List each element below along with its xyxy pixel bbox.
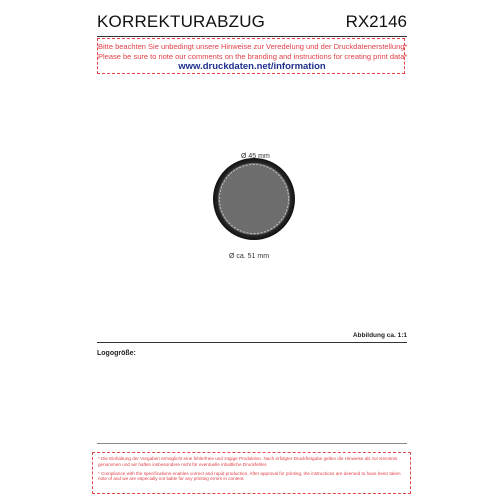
- badge-artwork: [212, 157, 296, 241]
- page-title: KORREKTURABZUG: [97, 12, 266, 31]
- section-divider: [97, 342, 407, 343]
- badge-face: [218, 163, 290, 235]
- information-link[interactable]: www.druckdaten.net/information: [178, 61, 326, 72]
- inner-diameter-label: Ø 45 mm: [241, 153, 270, 160]
- article-code: RX2146: [345, 12, 407, 31]
- notice-line-german: Bitte beachten Sie unbedingt unsere Hinweise zur Veredelung und der Druckdatenerstellung*: [98, 42, 408, 51]
- footer-divider: [97, 443, 407, 444]
- header-divider: [97, 36, 407, 37]
- disclaimer-german: * Die Einhaltung der Vorgaben ermöglicht eine fehlerfreie und zügige Produktion. Nach erfolgter Druckfreigabe gelten die Hinweise als zur Kenntnis genommen und wir haften insbesondere nicht für eventuelle inhaltliche Druckfehler.: [98, 456, 398, 467]
- logo-size-label: Logogröße:: [97, 350, 136, 357]
- outer-diameter-label: Ø ca. 51 mm: [229, 253, 270, 260]
- disclaimer-notice: [92, 452, 411, 494]
- disclaimer-english: * Compliance with the specifications enables correct and rapid production. After approval for printing, the instructions are deemed to have been taken note of and we are especially not liable for any printing errors in content.: [98, 470, 401, 482]
- scale-label: Abbildung ca. 1:1: [352, 332, 407, 339]
- notice-line-english: Please be sure to note our comments on the branding and instructions for creating print data*: [98, 52, 408, 61]
